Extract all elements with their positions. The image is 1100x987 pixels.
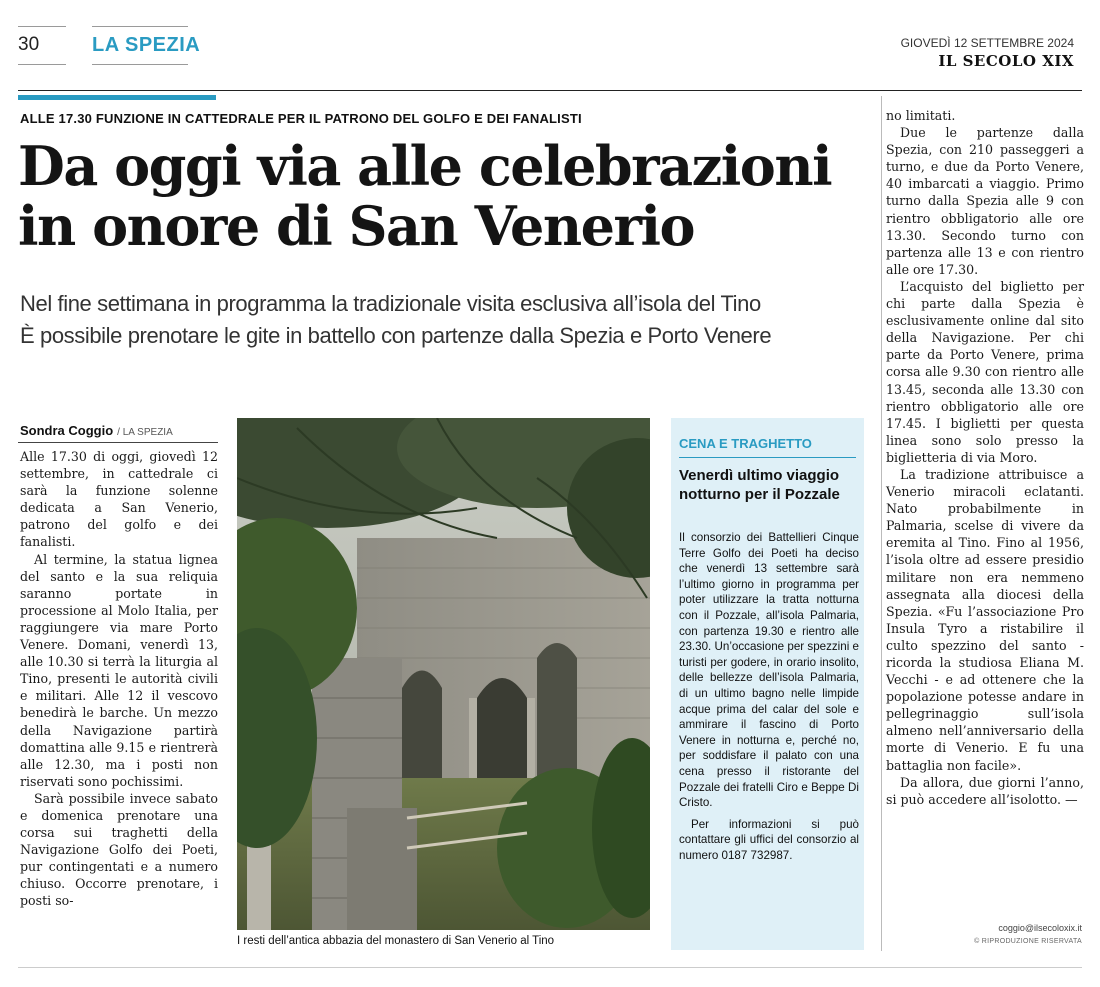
sidebar-rule	[679, 457, 856, 458]
byline-rule	[18, 442, 218, 443]
sidebar-title: Venerdì ultimo viaggio notturno per il Pozzale	[679, 467, 840, 503]
issue-date: GIOVEDÌ 12 SETTEMBRE 2024	[900, 36, 1074, 50]
main-rule	[18, 90, 1082, 91]
copyright-notice: © RIPRODUZIONE RISERVATA	[974, 938, 1082, 945]
headline	[18, 136, 878, 256]
column-separator	[881, 96, 882, 951]
headline-line: Da oggi via alle celebrazioni	[18, 134, 832, 198]
sidebar-kicker: CENA E TRAGHETTO	[679, 436, 812, 451]
article-column-1	[20, 448, 218, 910]
subheadline-line: Nel fine settimana in programma la tradizionale visita esclusiva all’isola del Tino	[20, 291, 761, 316]
paragraph: Il consorzio dei Battellieri Cinque Terre Golfo dei Poeti ha deciso che venerdì 13 settembre sarà l’ultimo giorno in programma per poter utilizzare la tratta notturna con il Pozzale, all’isola Palmaria, con partenza 19.30 e rientro alle 23.30. Un’occasione per spezzini e turisti per godere, in orario insolito, delle bellezze dell’isola Palmaria, di un ultimo bagno nelle limpide acque prima del calar del sole e ammirare il fascino di Porto Venere in notturna e, perché no, per soddisfare il palato con una cena presso il ristorante del Pozzale dei fratelli Ciro e Beppe Di Cristo.	[679, 531, 859, 810]
abbey-photo	[237, 418, 650, 930]
subheadline-line: È possibile prenotare le gite in battello con partenze dalla Spezia e Porto Venere	[20, 323, 772, 348]
photo-caption: I resti dell’antica abbazia del monastero di San Venerio al Tino	[237, 935, 555, 947]
accent-bar	[18, 95, 216, 100]
paragraph: Alle 17.30 di oggi, giovedì 12 settembre, in cattedrale ci sarà la funzione solenne dedicata a San Venerio, patrono del golfo e dei fanalisti.	[20, 449, 218, 550]
paragraph: Per informazioni si può contattare gli uffici del consorzio al numero 0187 732987.	[679, 817, 859, 862]
author-location: / LA SPEZIA	[117, 427, 173, 438]
bottom-rule	[18, 967, 1082, 968]
header-rule	[92, 26, 188, 27]
newspaper-name: IL SECOLO XIX	[938, 52, 1074, 70]
paragraph: L’acquisto del biglietto per chi parte dalla Spezia è esclusivamente online dal sito della Navigazione. Per chi parte da Porto Venere, prima corsa alle 9.30 con rientro alle 13.45, seconda alle 13.30 con rientro obbligatorio alle ore 17.45. I biglietti per questa linea sono solo presso la biglietteria di via Moro.	[886, 278, 1084, 465]
paragraph: Sarà possibile invece sabato e domenica prenotare una corsa sui traghetti della Navigazione Golfo dei Poeti, pur contingentati e a numero chiuso. Occorre prenotare, i posti so-	[20, 790, 218, 909]
header-rule	[18, 26, 66, 27]
paragraph: no limitati.	[886, 108, 956, 123]
author-email: coggio@ilsecoloxix.it	[998, 923, 1082, 933]
paragraph: Al termine, la statua lignea del santo e la sua reliquia saranno portate in processione al Molo Italia, per raggiungere via mare Porto Venere. Domani, venerdì 13, alle 10.30 si terrà la liturgia al Tino, presenti le autorità civili e militari. Alle 12 il vescovo benedirà le barche. Un mezzo della Navigazione partirà domattina alle 9.15 e rientrerà alle 12.30, ma i posti non riservati sono pochissimi.	[20, 551, 218, 789]
subheadline	[20, 288, 880, 352]
article-kicker: ALLE 17.30 FUNZIONE IN CATTEDRALE PER IL PATRONO DEL GOLFO E DEI FANALISTI	[20, 111, 582, 126]
paragraph: La tradizione attribuisce a Venerio miracoli eclatanti. Nato probabilmente in Palmaria, scelse di vivere da eremita al Tino. Fino al 1956, l’isola oltre ad essere presidio militare non era nemmeno assegnata alla diocesi della Spezia. «Fu l’associazione Pro Insula Tyro a ristabilire il culto spezzino del santo - ricorda la studiosa Eliana M. Vecchi - e ad ottenere che la popolazione potesse andare in pellegrinaggio sull’isola almeno nell’anniversario della morte di Venerio. E fu una battaglia non facile».	[886, 466, 1084, 773]
headline-line: in onore di San Venerio	[18, 194, 694, 258]
article-column-3	[886, 107, 1084, 808]
header-rule	[18, 64, 66, 65]
author-name: Sondra Coggio	[20, 423, 114, 438]
section-label: LA SPEZIA	[92, 34, 201, 56]
page-number: 30	[18, 34, 40, 55]
header-rule	[92, 64, 188, 65]
paragraph: Due le partenze dalla Spezia, con 210 passeggeri a turno, e due da Porto Venere, 40 imbarcati a viaggio. Primo turno dalla Spezia alle 9 con rientro obbligatorio alle ore 13.30. Secondo turno con partenza alle 13 e con rientro alle ore 17.30.	[886, 125, 1084, 277]
sidebar-body	[679, 530, 859, 863]
paragraph: Da allora, due giorni l’anno, si può accedere all’isolotto. —	[886, 774, 1084, 807]
byline	[20, 423, 173, 438]
